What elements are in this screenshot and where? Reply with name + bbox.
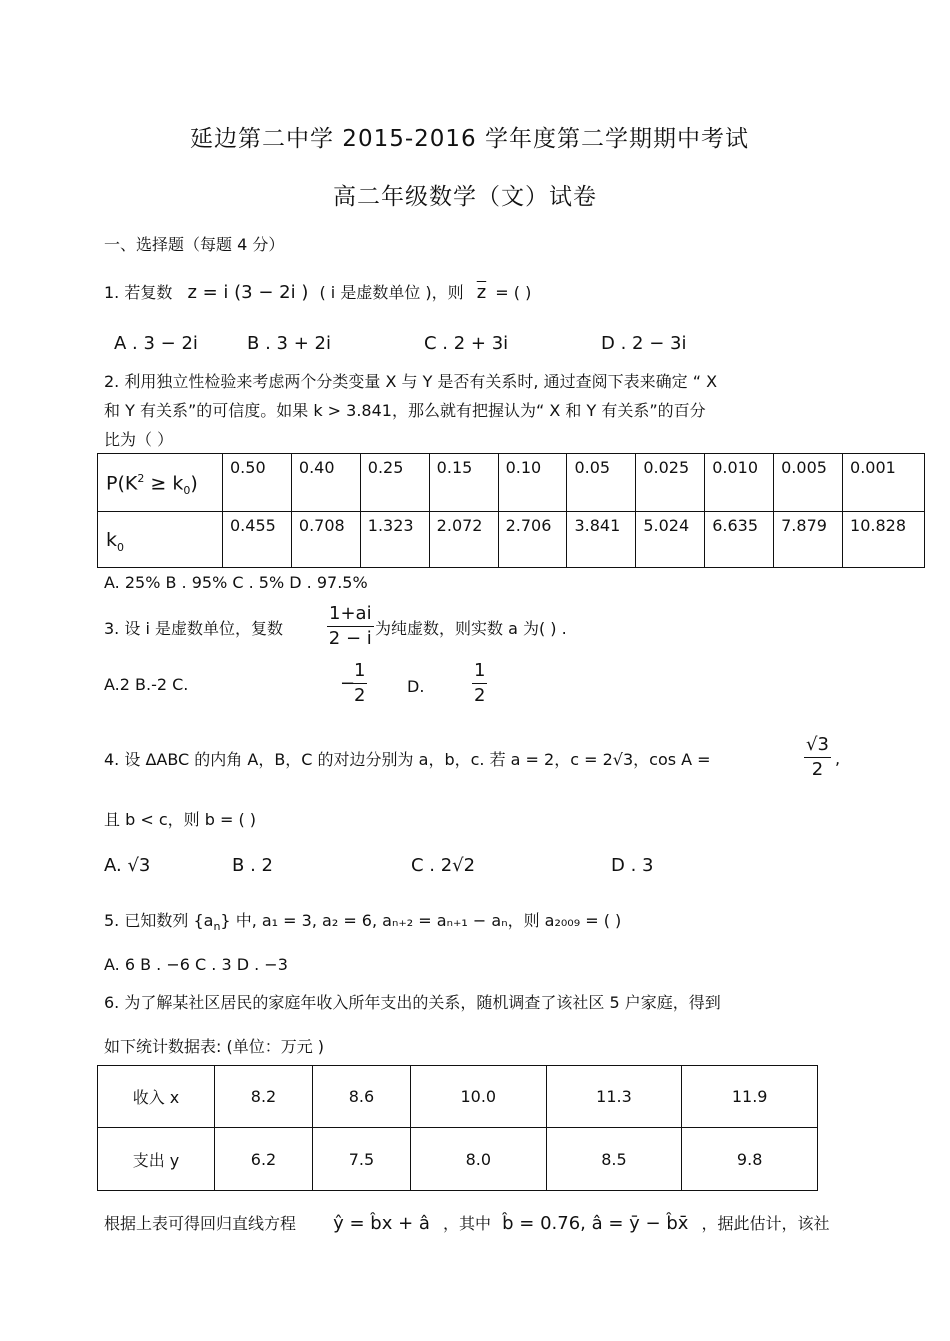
- q3-options-ab: A.2 B.-2 C.: [104, 675, 189, 694]
- q1-stem-mid: ( i 是虚数单位 )，则: [319, 283, 464, 302]
- p-cell: 0.50: [223, 454, 292, 512]
- q5-options: A. 6 B . −6 C . 3 D . −3: [104, 955, 288, 974]
- k-cell: 0.455: [223, 512, 292, 568]
- q3-opt-c-num: 1: [352, 659, 367, 684]
- k-label-cell: [98, 512, 223, 568]
- q4-frac-den: 2: [811, 759, 824, 780]
- q1-option-c: C . 2 + 3i: [424, 333, 509, 354]
- p-label-close: ): [190, 472, 198, 495]
- p-cell: 0.40: [291, 454, 360, 512]
- table-row: [98, 454, 925, 512]
- y-cell: 6.2: [215, 1128, 313, 1191]
- x-cell: 8.6: [312, 1066, 410, 1128]
- critical-value-table: [97, 453, 925, 568]
- q4-option-c: C . 2√2: [411, 855, 476, 876]
- q3-opt-d-label: D.: [407, 677, 425, 696]
- q6-regression-equation: ŷ = b̂x + â: [333, 1213, 430, 1234]
- q4-line-2: 且 b < c，则 b = ( ): [104, 810, 257, 829]
- q4-stem-end: ,: [835, 749, 841, 768]
- exam-title: 延边第二中学 2015-2016 学年度第二学期期中考试: [190, 126, 749, 152]
- q4-stem: 4. 设 ΔABC 的内角 A，B，C 的对边分别为 a，b，c. 若 a = 2，c = 2√3，cos A =: [104, 750, 711, 769]
- p-cell: 0.005: [774, 454, 843, 512]
- p-cell: 0.10: [498, 454, 567, 512]
- q4-option-d: D . 3: [611, 855, 654, 876]
- q3-opt-d-fraction: [472, 659, 487, 708]
- q4-frac-num: √3: [804, 733, 831, 758]
- k-cell: 3.841: [567, 512, 636, 568]
- p-cell: 0.001: [843, 454, 925, 512]
- q3-opt-c-den: 2: [354, 685, 366, 706]
- p-label-rest: ≥ k: [150, 472, 184, 495]
- p-cell: 0.010: [705, 454, 774, 512]
- k-cell: 10.828: [843, 512, 925, 568]
- income-label: 收入 x: [98, 1066, 215, 1128]
- p-cell: 0.15: [429, 454, 498, 512]
- q2-options: A. 25% B . 95% C . 5% D . 97.5%: [104, 573, 368, 592]
- q6-bottom-end: ，据此估计，该社: [701, 1214, 830, 1233]
- q2-line-1: 2. 利用独立性检验来考虑两个分类变量 X 与 Y 是否有关系时, 通过查阅下表来确定 “ X: [104, 372, 718, 391]
- q5-stem-rest: } 中, a₁ = 3, a₂ = 6, aₙ₊₂ = aₙ₊₁ − aₙ，则 a₂₀₀₉ = ( ): [220, 911, 622, 930]
- income-expense-table: [97, 1065, 818, 1191]
- k-label-sub: 0: [117, 540, 125, 554]
- q3-opt-d-num: 1: [472, 659, 487, 684]
- x-cell: 11.3: [546, 1066, 682, 1128]
- x-cell: 11.9: [682, 1066, 818, 1128]
- q5-stem-sub: n: [213, 920, 221, 934]
- q6-coefficients: b̂ = 0.76, â = ȳ − b̂x̄: [502, 1213, 689, 1234]
- k-cell: 6.635: [705, 512, 774, 568]
- q1-option-b: B . 3 + 2i: [247, 333, 331, 354]
- y-cell: 8.5: [546, 1128, 682, 1191]
- q6-line-2: 如下统计数据表: (单位：万元 ): [104, 1037, 325, 1056]
- q6-bottom-mid: ，其中: [443, 1214, 492, 1233]
- q1-option-d: D . 2 − 3i: [601, 333, 687, 354]
- table-row: [98, 512, 925, 568]
- q2-line-2: 和 Y 有关系”的可信度。如果 k > 3.841，那么就有把握认为“ X 和 Y 有关系”的百分: [104, 401, 706, 420]
- question-1: [104, 280, 531, 303]
- k-cell: 0.708: [291, 512, 360, 568]
- y-cell: 8.0: [410, 1128, 546, 1191]
- q6-line-1: 6. 为了解某社区居民的家庭年收入所年支出的关系，随机调查了该社区 5 户家庭，得到: [104, 993, 721, 1012]
- p-label: P(K: [106, 472, 138, 495]
- p-label-sub: 0: [183, 484, 191, 498]
- q1-option-a: A . 3 − 2i: [114, 333, 198, 354]
- q1-expression: z = i (3 − 2i ): [187, 282, 309, 303]
- q3-fraction: [327, 602, 374, 651]
- section-heading: 一、选择题（每题 4 分）: [104, 235, 285, 254]
- q3-frac-den: 2 − i: [328, 628, 372, 649]
- q3-opt-c-sign: −: [340, 673, 356, 694]
- q1-stem-end: = ( ): [495, 283, 532, 302]
- k-label: k: [106, 529, 118, 552]
- k-cell: 2.072: [429, 512, 498, 568]
- q4-option-b: B . 2: [232, 855, 273, 876]
- q3-stem-post: 为纯虚数，则实数 a 为( ) .: [375, 619, 567, 638]
- q1-conjugate: $\overline{z}$: [476, 282, 487, 303]
- p-cell: 0.05: [567, 454, 636, 512]
- x-cell: 10.0: [410, 1066, 546, 1128]
- p-label-cell: [98, 454, 223, 512]
- q5-stem: 5. 已知数列 {a: [104, 911, 214, 930]
- p-cell: 0.025: [636, 454, 705, 512]
- q3-frac-num: 1+ai: [327, 602, 374, 627]
- k-cell: 7.879: [774, 512, 843, 568]
- x-cell: 8.2: [215, 1066, 313, 1128]
- q6-bottom-line: [104, 1211, 830, 1234]
- p-label-sup: 2: [137, 471, 145, 485]
- y-cell: 7.5: [312, 1128, 410, 1191]
- q2-line-3: 比为（ ）: [104, 430, 174, 449]
- p-cell: 0.25: [360, 454, 429, 512]
- q6-bottom-pre: 根据上表可得回归直线方程: [104, 1214, 297, 1233]
- k-cell: 2.706: [498, 512, 567, 568]
- k-cell: 1.323: [360, 512, 429, 568]
- q1-stem-pre: 1. 若复数: [104, 283, 173, 302]
- q3-opt-d-den: 2: [474, 685, 486, 706]
- q3-stem-pre: 3. 设 i 是虚数单位，复数: [104, 619, 283, 638]
- question-5: [104, 908, 621, 933]
- q4-fraction: [804, 733, 831, 782]
- q4-option-a: A. √3: [104, 855, 151, 876]
- expense-label: 支出 y: [98, 1128, 215, 1191]
- table-row: [98, 1128, 818, 1191]
- table-row: [98, 1066, 818, 1128]
- exam-subtitle: 高二年级数学（文）试卷: [333, 184, 597, 210]
- y-cell: 9.8: [682, 1128, 818, 1191]
- k-cell: 5.024: [636, 512, 705, 568]
- q3-opt-c-fraction: [352, 659, 367, 708]
